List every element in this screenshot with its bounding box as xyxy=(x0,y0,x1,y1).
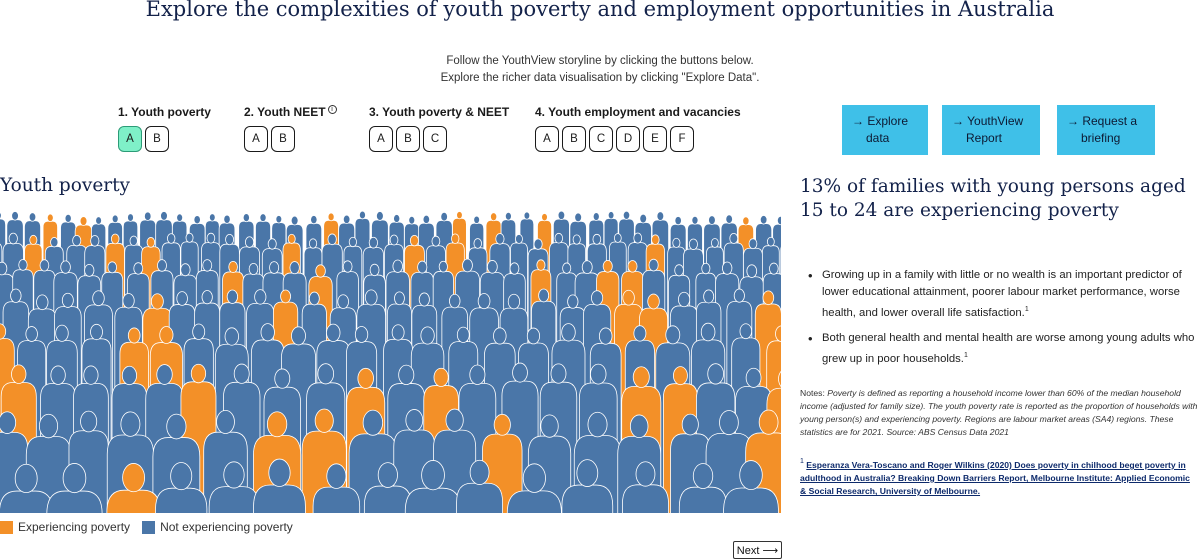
step-3-button-a[interactable]: A xyxy=(369,126,393,152)
bullet-text: Growing up in a family with little or no wealth is an important predictor of lower educational attainment, poorer labour market performance, worse health, and lower overall life satisfaction. xyxy=(822,269,1182,319)
step-4-button-a[interactable]: A xyxy=(535,126,559,152)
footnote-ref: 1 xyxy=(1024,306,1029,313)
step-1-button-b[interactable]: B xyxy=(145,126,169,152)
legend-swatch-not-poverty xyxy=(142,521,155,534)
request-briefing-button[interactable] xyxy=(1057,105,1155,155)
step-group-poverty-neet xyxy=(369,105,509,152)
step-group-youth-neet xyxy=(244,105,337,152)
step-3-button-c[interactable]: C xyxy=(423,126,447,152)
step-2-button-a[interactable]: A xyxy=(244,126,268,152)
crowd-pictogram xyxy=(0,204,781,513)
bullet-text: Both general health and mental health are worse among young adults who grew up in poor households. xyxy=(822,332,1195,365)
legend-label: Not experiencing poverty xyxy=(160,520,293,534)
legend-swatch-poverty xyxy=(0,521,13,534)
subtitle-line-2: Explore the richer data visualisation by clicking "Explore Data". xyxy=(440,72,760,84)
legend-label: Experiencing poverty xyxy=(18,520,131,534)
explore-data-button[interactable] xyxy=(842,105,928,155)
notes xyxy=(800,387,1198,439)
footnote-number: 1 xyxy=(800,458,804,465)
list-item xyxy=(806,330,1196,368)
step-label: 4. Youth employment and vacancies xyxy=(535,105,741,119)
youthview-report-button[interactable] xyxy=(942,105,1040,155)
findings-list xyxy=(806,267,1196,376)
step-4-button-d[interactable]: D xyxy=(616,126,640,152)
info-icon[interactable]: i xyxy=(328,105,337,114)
step-4-button-b[interactable]: B xyxy=(562,126,586,152)
notes-label: Notes: xyxy=(800,388,828,398)
footnote-ref: 1 xyxy=(963,352,968,359)
step-label-text: 2. Youth NEET xyxy=(244,105,326,119)
button-label: briefing xyxy=(1081,131,1121,145)
step-group-employment xyxy=(535,105,741,152)
button-label: data xyxy=(866,131,890,145)
legend-item-poverty xyxy=(0,520,130,534)
button-label: → YouthView xyxy=(952,114,1024,128)
page-title: Explore the complexities of youth poverty and employment opportunities in Australia xyxy=(145,0,1055,21)
step-label: 3. Youth poverty & NEET xyxy=(369,105,510,119)
button-label: Report xyxy=(966,131,1003,145)
legend-item-not-poverty xyxy=(142,520,293,534)
stat-heading: 13% of families with young persons aged 15 to 24 are experiencing poverty xyxy=(800,176,1186,221)
step-group-youth-poverty xyxy=(118,105,211,152)
footnote xyxy=(800,455,1198,498)
step-label xyxy=(244,105,337,119)
step-1-button-a[interactable]: A xyxy=(118,126,142,152)
chart-title: Youth poverty xyxy=(0,175,130,196)
subtitle-line-1: Follow the YouthView storyline by clicking the buttons below. xyxy=(446,55,754,67)
footnote-citation-link[interactable]: Esperanza Vera-Toscano and Roger Wilkins (2020) Does poverty in chilhood beget poverty in adulthood in Australia? Breaking Down Barriers Report, Melbourne Institute: Applied Economic & Social Research, University of Melbourne. xyxy=(800,460,1190,496)
button-label: → Request a xyxy=(1067,114,1138,128)
step-4-button-e[interactable]: E xyxy=(643,126,667,152)
list-item xyxy=(806,267,1196,322)
step-3-button-b[interactable]: B xyxy=(396,126,420,152)
button-label: → Explore xyxy=(852,114,909,128)
step-label: 1. Youth poverty xyxy=(118,105,211,119)
legend xyxy=(0,520,305,534)
step-2-button-b[interactable]: B xyxy=(271,126,295,152)
notes-text: Poverty is defined as reporting a household income lower than 60% of the median household income (adjusted for family size). The youth poverty rate is reported as the proportion of households with young person(s) and experiencing poverty. Regions are labour market areas (SA4) regions. These statistics are for 2021. Source: ABS Census Data 2021 xyxy=(800,388,1198,437)
next-button[interactable]: Next ⟶ xyxy=(733,541,782,559)
step-4-button-f[interactable]: F xyxy=(670,126,694,152)
step-4-button-c[interactable]: C xyxy=(589,126,613,152)
